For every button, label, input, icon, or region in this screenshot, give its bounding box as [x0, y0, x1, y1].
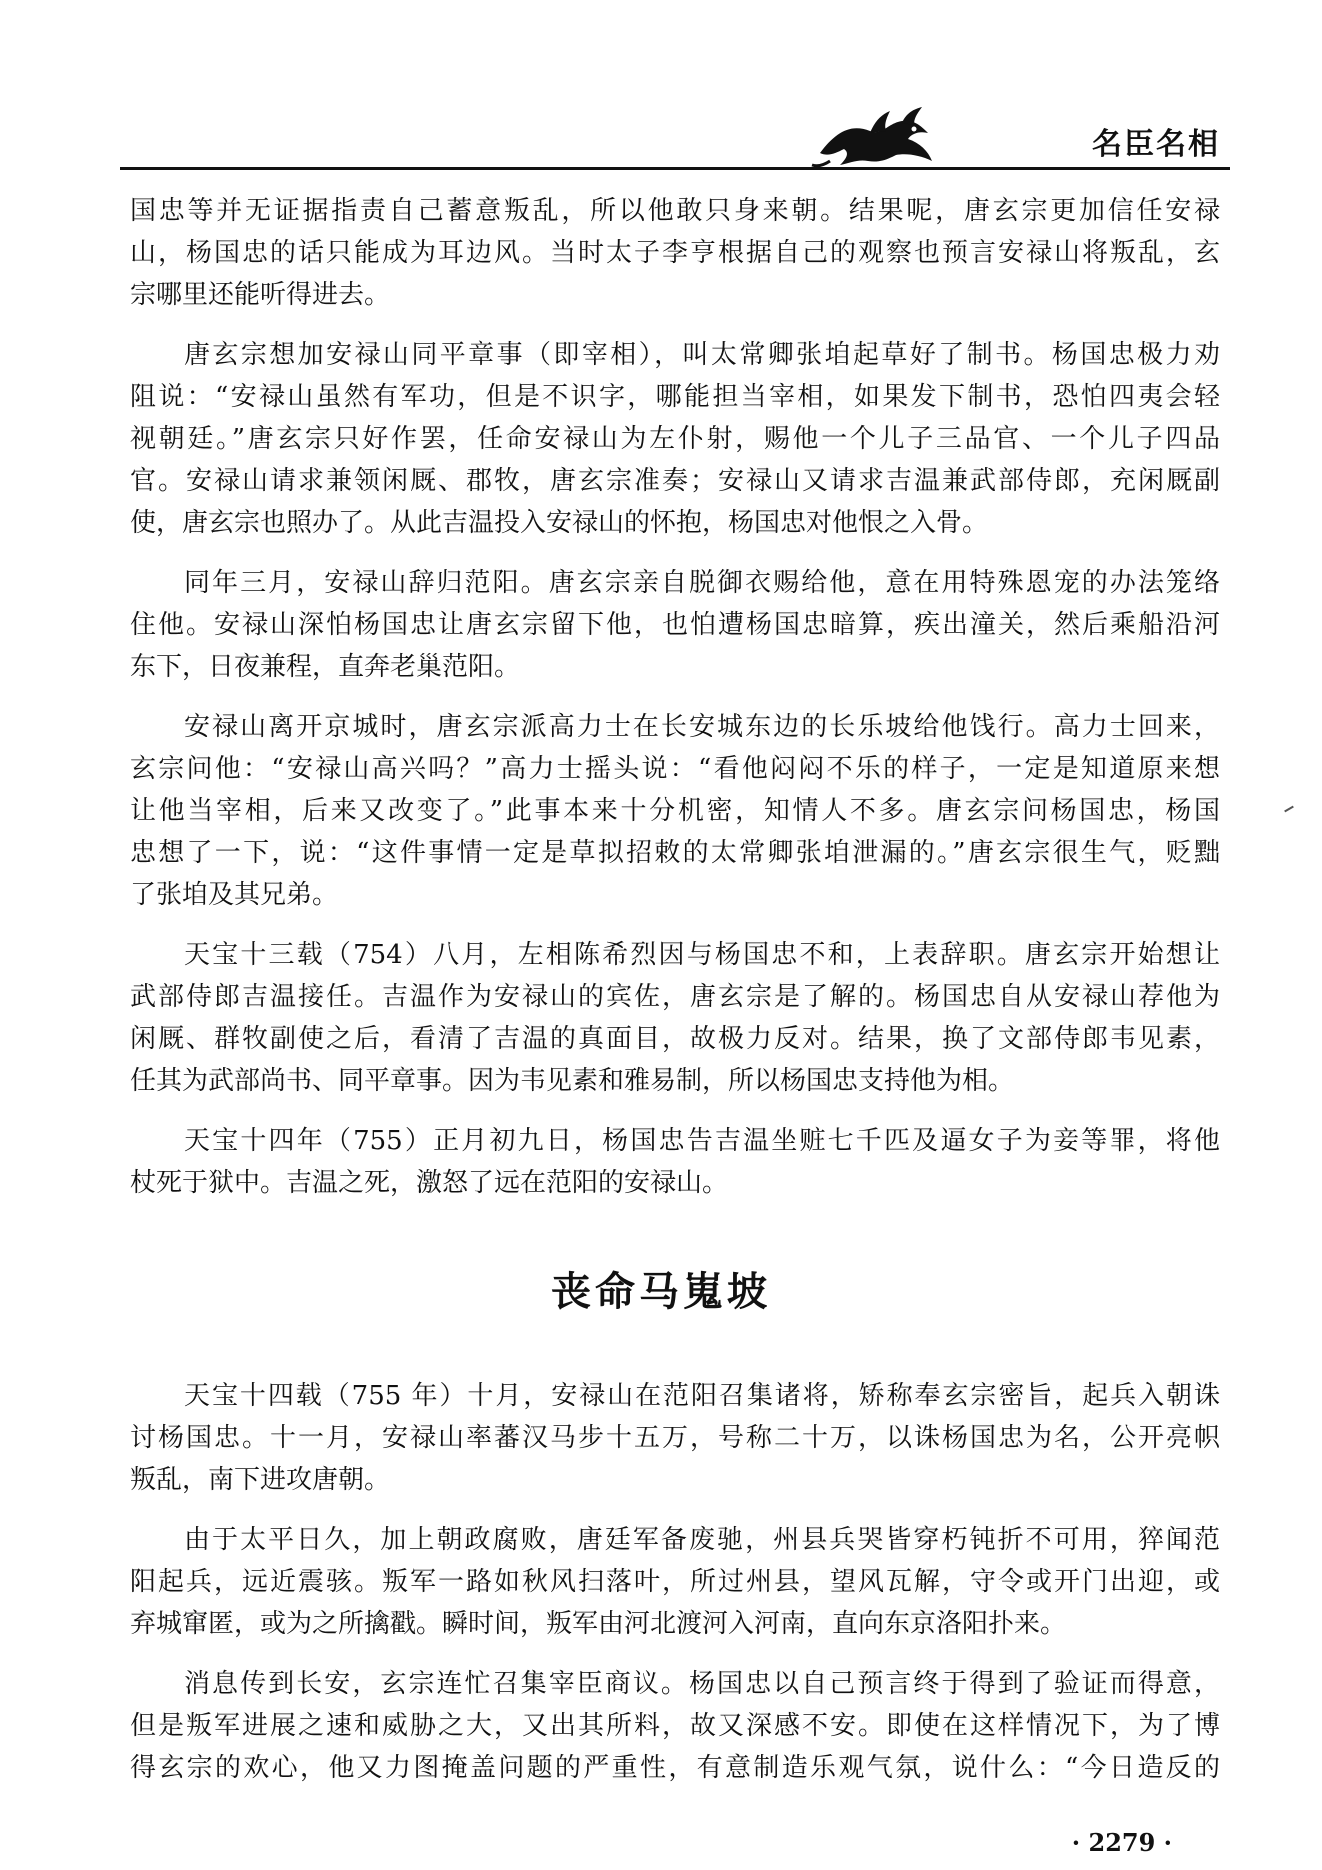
paragraph: [130, 1120, 1220, 1204]
text-line: 玄宗问他：“安禄山高兴吗？”高力士摇头说：“看他闷闷不乐的样子，一定是知道原来想: [130, 754, 1220, 784]
chapter-title: 丧命马嵬坡: [551, 1269, 771, 1315]
text-line: 天宝十三载（754）八月，左相陈希烈因与杨国忠不和，上表辞职。唐玄宗开始想让: [184, 940, 1220, 970]
text-line: 任其为武部尚书、同平章事。因为韦见素和雅易制，所以杨国忠支持他为相。: [130, 1066, 1015, 1096]
text-line: 武部侍郎吉温接任。吉温作为安禄山的宾佐，唐玄宗是了解的。杨国忠自从安禄山荐他为: [130, 982, 1220, 1012]
text-line: 阳起兵，远近震骇。叛军一路如秋风扫落叶，所过州县，望风瓦解，守令或开门出迎，或: [130, 1567, 1220, 1597]
text-line: 闲厩、群牧副使之后，看清了吉温的真面目，故极力反对。结果，换了文部侍郎韦见素，: [130, 1024, 1220, 1054]
text-line: 让他当宰相，后来又改变了。”此事本来十分机密，知情人不多。唐玄宗问杨国忠，杨国: [130, 796, 1220, 826]
text-line: 同年三月，安禄山辞归范阳。唐玄宗亲自脱御衣赐给他，意在用特殊恩宠的办法笼络: [184, 568, 1220, 598]
text-line: 使，唐玄宗也照办了。从此吉温投入安禄山的怀抱，杨国忠对他恨之入骨。: [130, 508, 989, 538]
paragraph: [130, 1375, 1220, 1501]
text-line: 安禄山离开京城时，唐玄宗派高力士在长安城东边的长乐坡给他饯行。高力士回来，: [184, 712, 1220, 742]
text-line: 天宝十四年（755）正月初九日，杨国忠告吉温坐赃七千匹及逼女子为妾等罪，将他: [184, 1126, 1220, 1156]
text-line: 叛乱，南下进攻唐朝。: [130, 1465, 391, 1495]
body-text-top: [130, 190, 1220, 1222]
text-line: 但是叛军进展之速和威胁之大，又出其所料，故又深感不安。即使在这样情况下，为了博: [130, 1711, 1220, 1741]
text-line: 由于太平日久，加上朝政腐败，唐廷军备废驰，州县兵哭皆穿朽钝折不可用，猝闻范: [184, 1525, 1220, 1555]
paragraph: [130, 562, 1220, 688]
paragraph: [130, 190, 1220, 316]
text-line: 忠想了一下，说：“这件事情一定是草拟招敕的太常卿张垍泄漏的。”唐玄宗很生气，贬黜: [130, 838, 1220, 868]
paragraph: [130, 334, 1220, 544]
page-header: [120, 95, 1230, 170]
text-line: 官。安禄山请求兼领闲厩、郡牧，唐玄宗准奏；安禄山又请求吉温兼武部侍郎，充闲厩副: [130, 466, 1220, 496]
page-number: · 2279 ·: [1071, 1828, 1172, 1857]
text-line: 了张垍及其兄弟。: [130, 880, 339, 910]
text-line: 山，杨国忠的话只能成为耳边风。当时太子李亨根据自己的观察也预言安禄山将叛乱，玄: [130, 238, 1220, 268]
paragraph: [130, 1663, 1220, 1789]
text-line: 天宝十四载（755 年）十月，安禄山在范阳召集诸将，矫称奉玄宗密旨，起兵入朝诛: [184, 1381, 1220, 1411]
paragraph: [130, 934, 1220, 1102]
header-rule: [120, 167, 1230, 170]
text-line: 阻说：“安禄山虽然有军功，但是不识字，哪能担当宰相，如果发下制书，恐怕四夷会轻: [130, 382, 1220, 412]
text-line: 东下，日夜兼程，直奔老巢范阳。: [130, 652, 521, 682]
text-line: 讨杨国忠。十一月，安禄山率蕃汉马步十五万，号称二十万，以诛杨国忠为名，公开亮帜: [130, 1423, 1220, 1453]
section-title: 名臣名相: [1092, 127, 1220, 162]
text-line: 得玄宗的欢心，他又力图掩盖问题的严重性，有意制造乐观气氛，说什么：“今日造反的: [130, 1753, 1220, 1783]
text-line: 宗哪里还能听得进去。: [130, 280, 391, 310]
text-line: 唐玄宗想加安禄山同平章事（即宰相），叫太常卿张垍起草好了制书。杨国忠极力劝: [184, 340, 1220, 370]
text-line: 消息传到长安，玄宗连忙召集宰臣商议。杨国忠以自己预言终于得到了验证而得意，: [184, 1669, 1220, 1699]
body-text-bottom: [130, 1375, 1220, 1807]
paragraph: [130, 1519, 1220, 1645]
paragraph: [130, 706, 1220, 916]
text-line: 住他。安禄山深怕杨国忠让唐玄宗留下他，也怕遭杨国忠暗算，疾出潼关，然后乘船沿河: [130, 610, 1220, 640]
text-line: 视朝廷。”唐玄宗只好作罢，任命安禄山为左仆射，赐他一个儿子三品官、一个儿子四品: [130, 424, 1220, 454]
dragon-emblem-icon: [810, 103, 950, 169]
scan-speck: [1284, 806, 1294, 813]
text-line: 国忠等并无证据指责自己蓄意叛乱，所以他敢只身来朝。结果呢，唐玄宗更加信任安禄: [130, 196, 1220, 226]
text-line: 杖死于狱中。吉温之死，激怒了远在范阳的安禄山。: [130, 1168, 729, 1198]
text-line: 弃城窜匿，或为之所擒戳。瞬时间，叛军由河北渡河入河南，直向东京洛阳扑来。: [130, 1609, 1067, 1639]
